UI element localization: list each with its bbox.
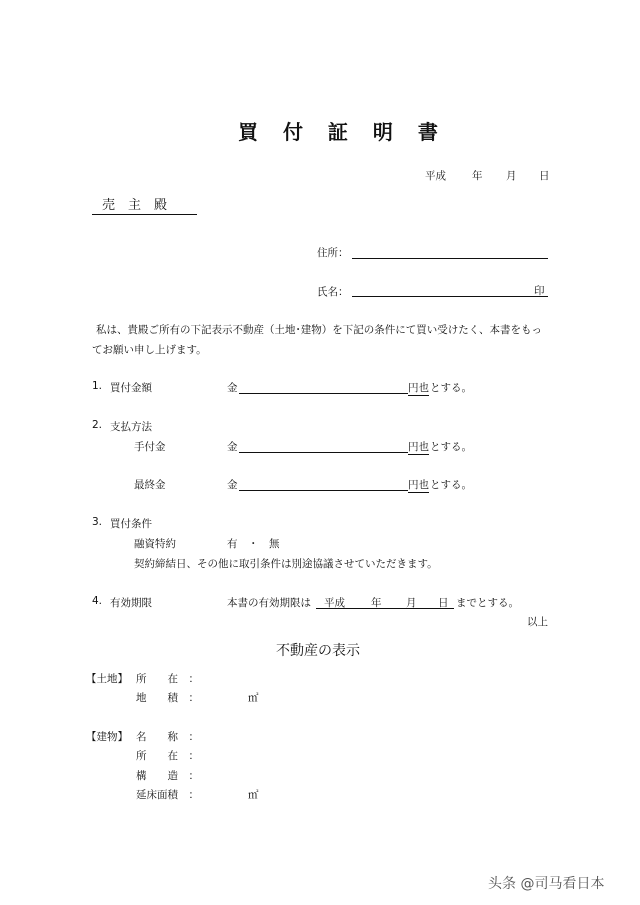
land-area-label: 地 積 ： xyxy=(136,692,199,704)
property-heading: 不動産の表示 xyxy=(276,643,360,659)
date-era: 平成 xyxy=(425,170,446,182)
closing-text: 以上 xyxy=(527,616,548,628)
building-structure-label: 構 造 ： xyxy=(136,770,199,782)
final-line xyxy=(239,490,408,491)
date-year: 年 xyxy=(472,170,483,182)
price-suffix: とする。 xyxy=(430,382,472,394)
deposit-unit: 円也 xyxy=(408,441,429,453)
item-4-label: 有効期限 xyxy=(110,597,152,609)
price-unit: 円也 xyxy=(408,382,429,394)
item-3-number: 3. xyxy=(92,516,103,528)
final-suffix: とする。 xyxy=(430,479,472,491)
loan-clause-options: 有 ・ 無 xyxy=(227,538,280,550)
item-3-label: 買付条件 xyxy=(110,518,152,530)
deposit-prefix: 金 xyxy=(227,441,238,453)
intro-line-2: てお願い申し上げます。 xyxy=(92,344,207,356)
item-2-number: 2. xyxy=(92,419,103,431)
deposit-line xyxy=(239,452,408,453)
final-label: 最終金 xyxy=(134,479,166,491)
date-day: 日 xyxy=(539,170,550,182)
building-tag: 【建物】 xyxy=(86,731,128,743)
price-line xyxy=(239,393,408,394)
price-prefix: 金 xyxy=(227,382,238,394)
item-4-number: 4. xyxy=(92,595,103,607)
building-floor-area-label: 延床面積 ： xyxy=(136,789,199,801)
land-area-unit: ㎡ xyxy=(248,692,259,704)
seal-mark: 印 xyxy=(534,285,545,297)
land-tag: 【土地】 xyxy=(86,673,128,685)
validity-text: 本書の有効期限は xyxy=(227,597,311,609)
name-line xyxy=(352,296,548,297)
loan-clause-label: 融資特約 xyxy=(134,538,176,550)
land-location-label: 所 在 ： xyxy=(136,673,199,685)
conditions-note: 契約締結日、その他に取引条件は別途協議させていただきます。 xyxy=(134,558,438,570)
validity-day: 日 xyxy=(438,597,449,609)
building-name-label: 名 称 ： xyxy=(136,731,199,743)
item-1-label: 買付金額 xyxy=(110,382,152,394)
addressee: 売 主 殿 xyxy=(92,194,197,215)
intro-line-1: 私は、貴殿ご所有の下記表示不動産（土地･建物）を下記の条件にて買い受けたく、本書をもっ xyxy=(96,324,543,336)
final-prefix: 金 xyxy=(227,479,238,491)
deposit-label: 手付金 xyxy=(134,441,166,453)
item-1-number: 1. xyxy=(92,380,103,392)
validity-year: 年 xyxy=(371,597,382,609)
item-2-label: 支払方法 xyxy=(110,421,152,433)
validity-suffix: までとする。 xyxy=(456,597,519,609)
address-line xyxy=(352,258,548,259)
building-location-label: 所 在 ： xyxy=(136,750,199,762)
validity-era: 平成 xyxy=(324,597,345,609)
date-month: 月 xyxy=(506,170,517,182)
final-unit: 円也 xyxy=(408,479,429,491)
name-label: 氏名： xyxy=(317,286,349,298)
deposit-suffix: とする。 xyxy=(430,441,472,453)
document-title: 買 付 証 明 書 xyxy=(238,120,447,144)
watermark: 头条 @司马看日本 xyxy=(488,876,605,892)
building-area-unit: ㎡ xyxy=(248,789,259,801)
address-label: 住所： xyxy=(317,247,349,259)
validity-month: 月 xyxy=(406,597,417,609)
